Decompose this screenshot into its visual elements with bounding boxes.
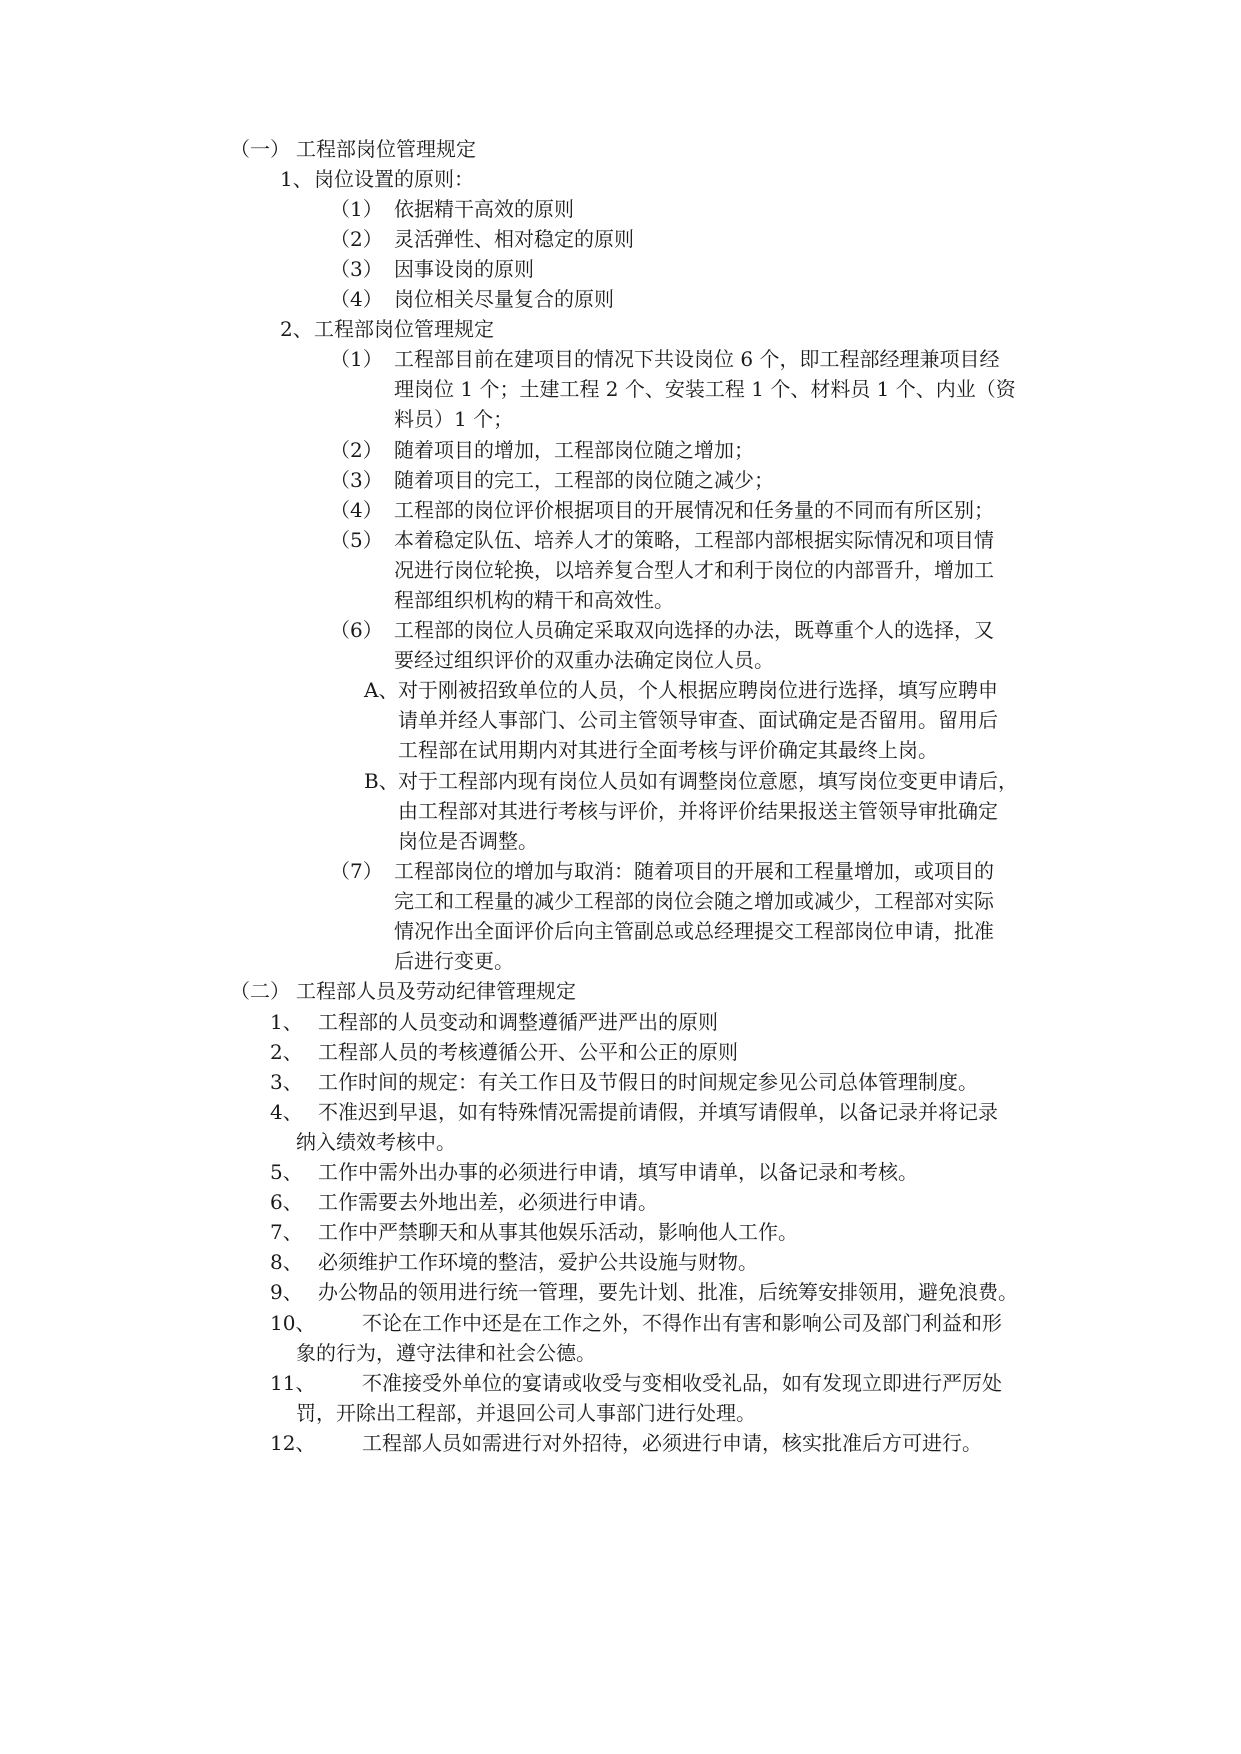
item-text: 工程部人员如需进行对外招待，必须进行申请，核实批准后方可进行。 <box>362 1431 982 1455</box>
item-marker: 1、 <box>270 1010 303 1034</box>
item-marker: B、 <box>364 769 399 793</box>
item-marker: 2、 <box>270 1040 303 1064</box>
item-marker: （4） <box>330 287 383 311</box>
item-text: 工程部的岗位评价根据项目的开展情况和任务量的不同而有所区别； <box>394 498 994 522</box>
item-text: 完工和工程量的减少工程部的岗位会随之增加或减少，工程部对实际 <box>394 889 994 913</box>
subsection-marker: 1、 <box>280 167 313 191</box>
item-text: 象的行为，遵守法律和社会公德。 <box>296 1341 596 1365</box>
item-text: 工作时间的规定：有关工作日及节假日的时间规定参见公司总体管理制度。 <box>318 1070 978 1094</box>
item-marker: （5） <box>330 528 383 552</box>
item-marker: 7、 <box>270 1220 303 1244</box>
item-marker: 4、 <box>270 1100 303 1124</box>
item-text: 工程部岗位的增加与取消：随着项目的开展和工程量增加，或项目的 <box>394 859 994 883</box>
subsection-title: 岗位设置的原则： <box>314 167 474 191</box>
item-marker: （3） <box>330 468 383 492</box>
item-text: 程部组织机构的精干和高效性。 <box>394 588 674 612</box>
item-text: 理岗位 1 个；土建工程 2 个、安装工程 1 个、材料员 1 个、内业（资 <box>394 377 1016 401</box>
item-text: 岗位是否调整。 <box>398 829 538 853</box>
item-text: 不准接受外单位的宴请或收受与变相收受礼品，如有发现立即进行严厉处 <box>362 1371 1002 1395</box>
item-text: 灵活弹性、相对稳定的原则 <box>394 227 634 251</box>
item-text: 因事设岗的原则 <box>394 257 534 281</box>
subsection-title: 工程部岗位管理规定 <box>314 317 494 341</box>
item-marker: （6） <box>330 618 383 642</box>
item-text: 随着项目的完工，工程部的岗位随之减少； <box>394 468 774 492</box>
item-text: 罚，开除出工程部，并退回公司人事部门进行处理。 <box>296 1401 756 1425</box>
item-marker: 6、 <box>270 1190 303 1214</box>
item-marker: 5、 <box>270 1160 303 1184</box>
item-text: 况进行岗位轮换，以培养复合型人才和利于岗位的内部晋升，增加工 <box>394 558 994 582</box>
item-text: 工程部人员的考核遵循公开、公平和公正的原则 <box>318 1040 738 1064</box>
item-marker: （3） <box>330 257 383 281</box>
item-text: 本着稳定队伍、培养人才的策略，工程部内部根据实际情况和项目情 <box>394 528 994 552</box>
item-text: 必须维护工作环境的整洁，爱护公共设施与财物。 <box>318 1250 758 1274</box>
section-marker: （二） <box>230 979 290 1003</box>
item-text: 工程部的岗位人员确定采取双向选择的办法，既尊重个人的选择，又 <box>394 618 994 642</box>
item-text: 后进行变更。 <box>394 949 514 973</box>
item-marker: 10、 <box>270 1311 316 1335</box>
item-text: 工作中严禁聊天和从事其他娱乐活动，影响他人工作。 <box>318 1220 798 1244</box>
item-text: 对于工程部内现有岗位人员如有调整岗位意愿，填写岗位变更申请后， <box>398 769 1018 793</box>
item-text: 要经过组织评价的双重办法确定岗位人员。 <box>394 648 774 672</box>
item-marker: A、 <box>364 678 399 702</box>
item-text: 岗位相关尽量复合的原则 <box>394 287 614 311</box>
item-marker: （4） <box>330 498 383 522</box>
section-title: 工程部人员及劳动纪律管理规定 <box>296 979 576 1003</box>
item-text: 随着项目的增加，工程部岗位随之增加； <box>394 438 754 462</box>
item-text: 纳入绩效考核中。 <box>296 1130 456 1154</box>
item-text: 工程部目前在建项目的情况下共设岗位 6 个，即工程部经理兼项目经 <box>394 347 1000 371</box>
item-text: 工程部的人员变动和调整遵循严进严出的原则 <box>318 1010 718 1034</box>
item-marker: 3、 <box>270 1070 303 1094</box>
item-text: 工程部在试用期内对其进行全面考核与评价确定其最终上岗。 <box>398 738 938 762</box>
item-marker: （1） <box>330 347 383 371</box>
item-text: 工作需要去外地出差，必须进行申请。 <box>318 1190 658 1214</box>
item-marker: （2） <box>330 227 383 251</box>
item-marker: （7） <box>330 859 383 883</box>
item-text: 对于刚被招致单位的人员，个人根据应聘岗位进行选择，填写应聘申 <box>398 678 998 702</box>
item-text: 请单并经人事部门、公司主管领导审查、面试确定是否留用。留用后 <box>398 708 998 732</box>
section-marker: （一） <box>230 137 290 161</box>
subsection-marker: 2、 <box>280 317 313 341</box>
item-text: 依据精干高效的原则 <box>394 197 574 221</box>
item-text: 情况作出全面评价后向主管副总或总经理提交工程部岗位申请，批准 <box>394 919 994 943</box>
item-text: 办公物品的领用进行统一管理，要先计划、批准，后统筹安排领用，避免浪费。 <box>318 1280 1018 1304</box>
item-marker: 9、 <box>270 1280 303 1304</box>
item-marker: （1） <box>330 197 383 221</box>
item-marker: 12、 <box>270 1431 316 1455</box>
section-title: 工程部岗位管理规定 <box>296 137 476 161</box>
item-marker: 11、 <box>270 1371 316 1395</box>
item-text: 工作中需外出办事的必须进行申请，填写申请单，以备记录和考核。 <box>318 1160 918 1184</box>
item-marker: （2） <box>330 438 383 462</box>
item-marker: 8、 <box>270 1250 303 1274</box>
item-text: 由工程部对其进行考核与评价，并将评价结果报送主管领导审批确定 <box>398 799 998 823</box>
item-text: 不准迟到早退，如有特殊情况需提前请假，并填写请假单，以备记录并将记录 <box>318 1100 998 1124</box>
item-text: 不论在工作中还是在工作之外，不得作出有害和影响公司及部门利益和形 <box>362 1311 1002 1335</box>
item-text: 料员）1 个； <box>394 407 514 431</box>
